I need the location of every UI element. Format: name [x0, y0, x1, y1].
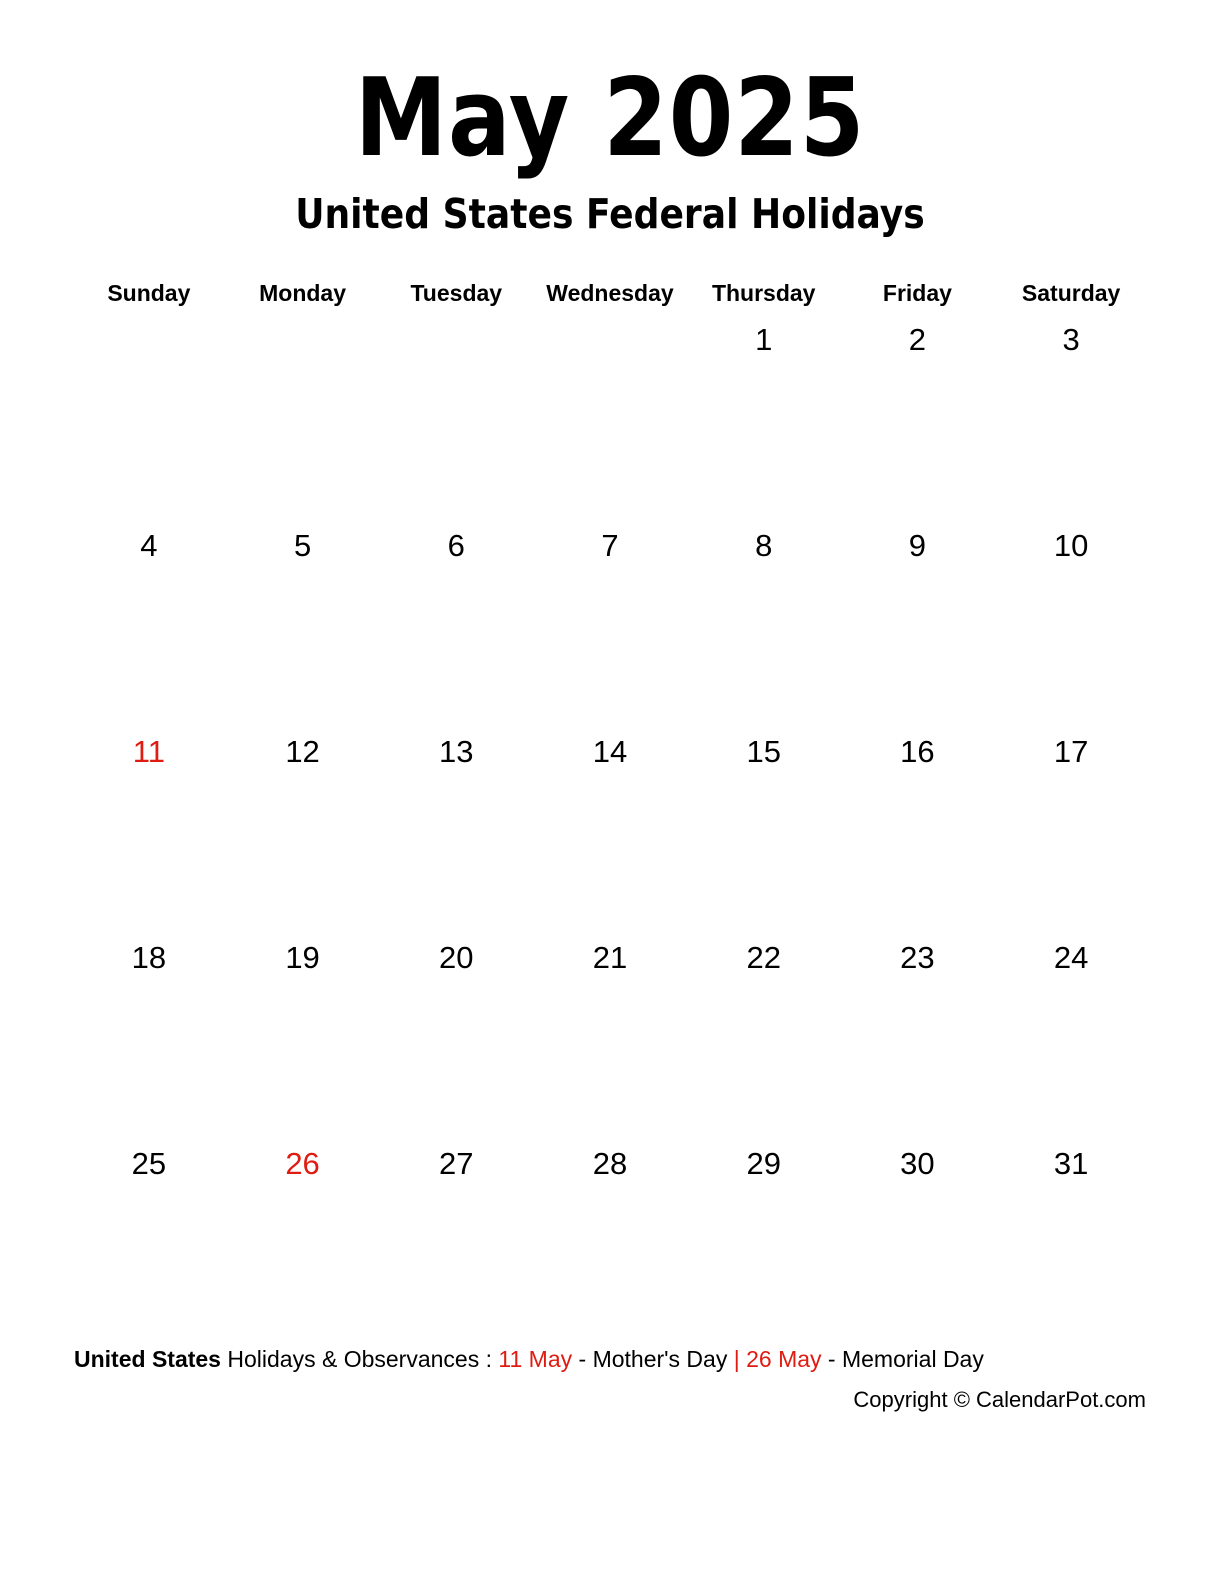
footer-observance-separator-1: - [572, 1346, 593, 1372]
day-cell-8[interactable]: 8 [755, 528, 773, 563]
day-cell-9[interactable]: 9 [908, 528, 927, 563]
footer-observance-date-1: 11 May [498, 1346, 573, 1372]
calendar-weeks [72, 320, 1148, 1350]
footer-observance-separator-2: - [821, 1346, 842, 1372]
footer-country-label: United States [74, 1346, 221, 1372]
day-cell-empty [533, 320, 687, 526]
day-cell-27[interactable]: 27 [439, 1146, 474, 1181]
calendar-week-row [72, 1144, 1148, 1350]
day-cell-19[interactable]: 19 [285, 940, 320, 975]
holidays-observances-line [74, 1344, 1146, 1374]
day-cell-15[interactable]: 15 [746, 734, 781, 769]
footer-observance-date-2: 26 May [746, 1346, 822, 1372]
day-cell-4[interactable]: 4 [140, 528, 158, 563]
weekday-header-thursday: Thursday [711, 280, 816, 306]
footer-observances-label: Holidays & Observances : [220, 1346, 499, 1372]
weekday-header-sunday: Sunday [107, 280, 191, 306]
weekday-header-monday: Monday [259, 280, 346, 306]
day-cell-6[interactable]: 6 [447, 528, 465, 563]
day-cell-11[interactable]: 11 [132, 734, 165, 769]
day-cell-28[interactable]: 28 [592, 1146, 628, 1181]
weekday-header-row [72, 278, 1148, 308]
day-cell-3[interactable]: 3 [1062, 322, 1080, 357]
calendar-header [0, 0, 1220, 237]
day-cell-16[interactable]: 16 [900, 734, 935, 769]
day-cell-5[interactable]: 5 [293, 528, 312, 563]
calendar-footer [74, 1344, 1146, 1414]
day-cell-26[interactable]: 26 [285, 1146, 320, 1181]
calendar-week-row [72, 526, 1148, 732]
day-cell-10[interactable]: 10 [1053, 528, 1089, 563]
page-subtitle: United States Federal Holidays [295, 190, 925, 239]
day-cell-29[interactable]: 29 [746, 1146, 781, 1181]
day-cell-30[interactable]: 30 [900, 1146, 935, 1181]
day-cell-20[interactable]: 20 [439, 940, 474, 975]
day-cell-24[interactable]: 24 [1053, 940, 1089, 975]
day-cell-empty [226, 320, 380, 526]
day-cell-2[interactable]: 2 [908, 322, 927, 357]
day-cell-12[interactable]: 12 [285, 734, 320, 769]
page-title: May 2025 [354, 56, 866, 181]
weekday-header-tuesday: Tuesday [410, 280, 503, 306]
calendar-week-row [72, 938, 1148, 1144]
weekday-header-wednesday: Wednesday [546, 280, 674, 306]
day-cell-empty [72, 320, 226, 526]
day-cell-22[interactable]: 22 [746, 940, 781, 975]
day-cell-18[interactable]: 18 [131, 940, 167, 975]
calendar-week-row [72, 320, 1148, 526]
day-cell-17[interactable]: 17 [1053, 734, 1089, 769]
day-cell-21[interactable]: 21 [592, 940, 628, 975]
footer-observance-divider: | [727, 1346, 747, 1372]
day-cell-31[interactable]: 31 [1053, 1146, 1089, 1181]
day-cell-1[interactable]: 1 [755, 322, 773, 357]
weekday-header-saturday: Saturday [1021, 280, 1121, 306]
weekday-header-friday: Friday [882, 280, 952, 306]
day-cell-13[interactable]: 13 [439, 734, 474, 769]
day-cell-14[interactable]: 14 [592, 734, 628, 769]
calendar-grid [72, 278, 1148, 1350]
calendar-week-row [72, 732, 1148, 938]
day-cell-23[interactable]: 23 [900, 940, 935, 975]
day-cell-7[interactable]: 7 [601, 528, 619, 563]
copyright-text: Copyright © CalendarPot.com [853, 1387, 1146, 1412]
footer-observance-name-2: Memorial Day [841, 1346, 984, 1372]
footer-observance-name-1: Mother's Day [592, 1346, 728, 1372]
day-cell-empty [379, 320, 533, 526]
day-cell-25[interactable]: 25 [131, 1146, 167, 1181]
